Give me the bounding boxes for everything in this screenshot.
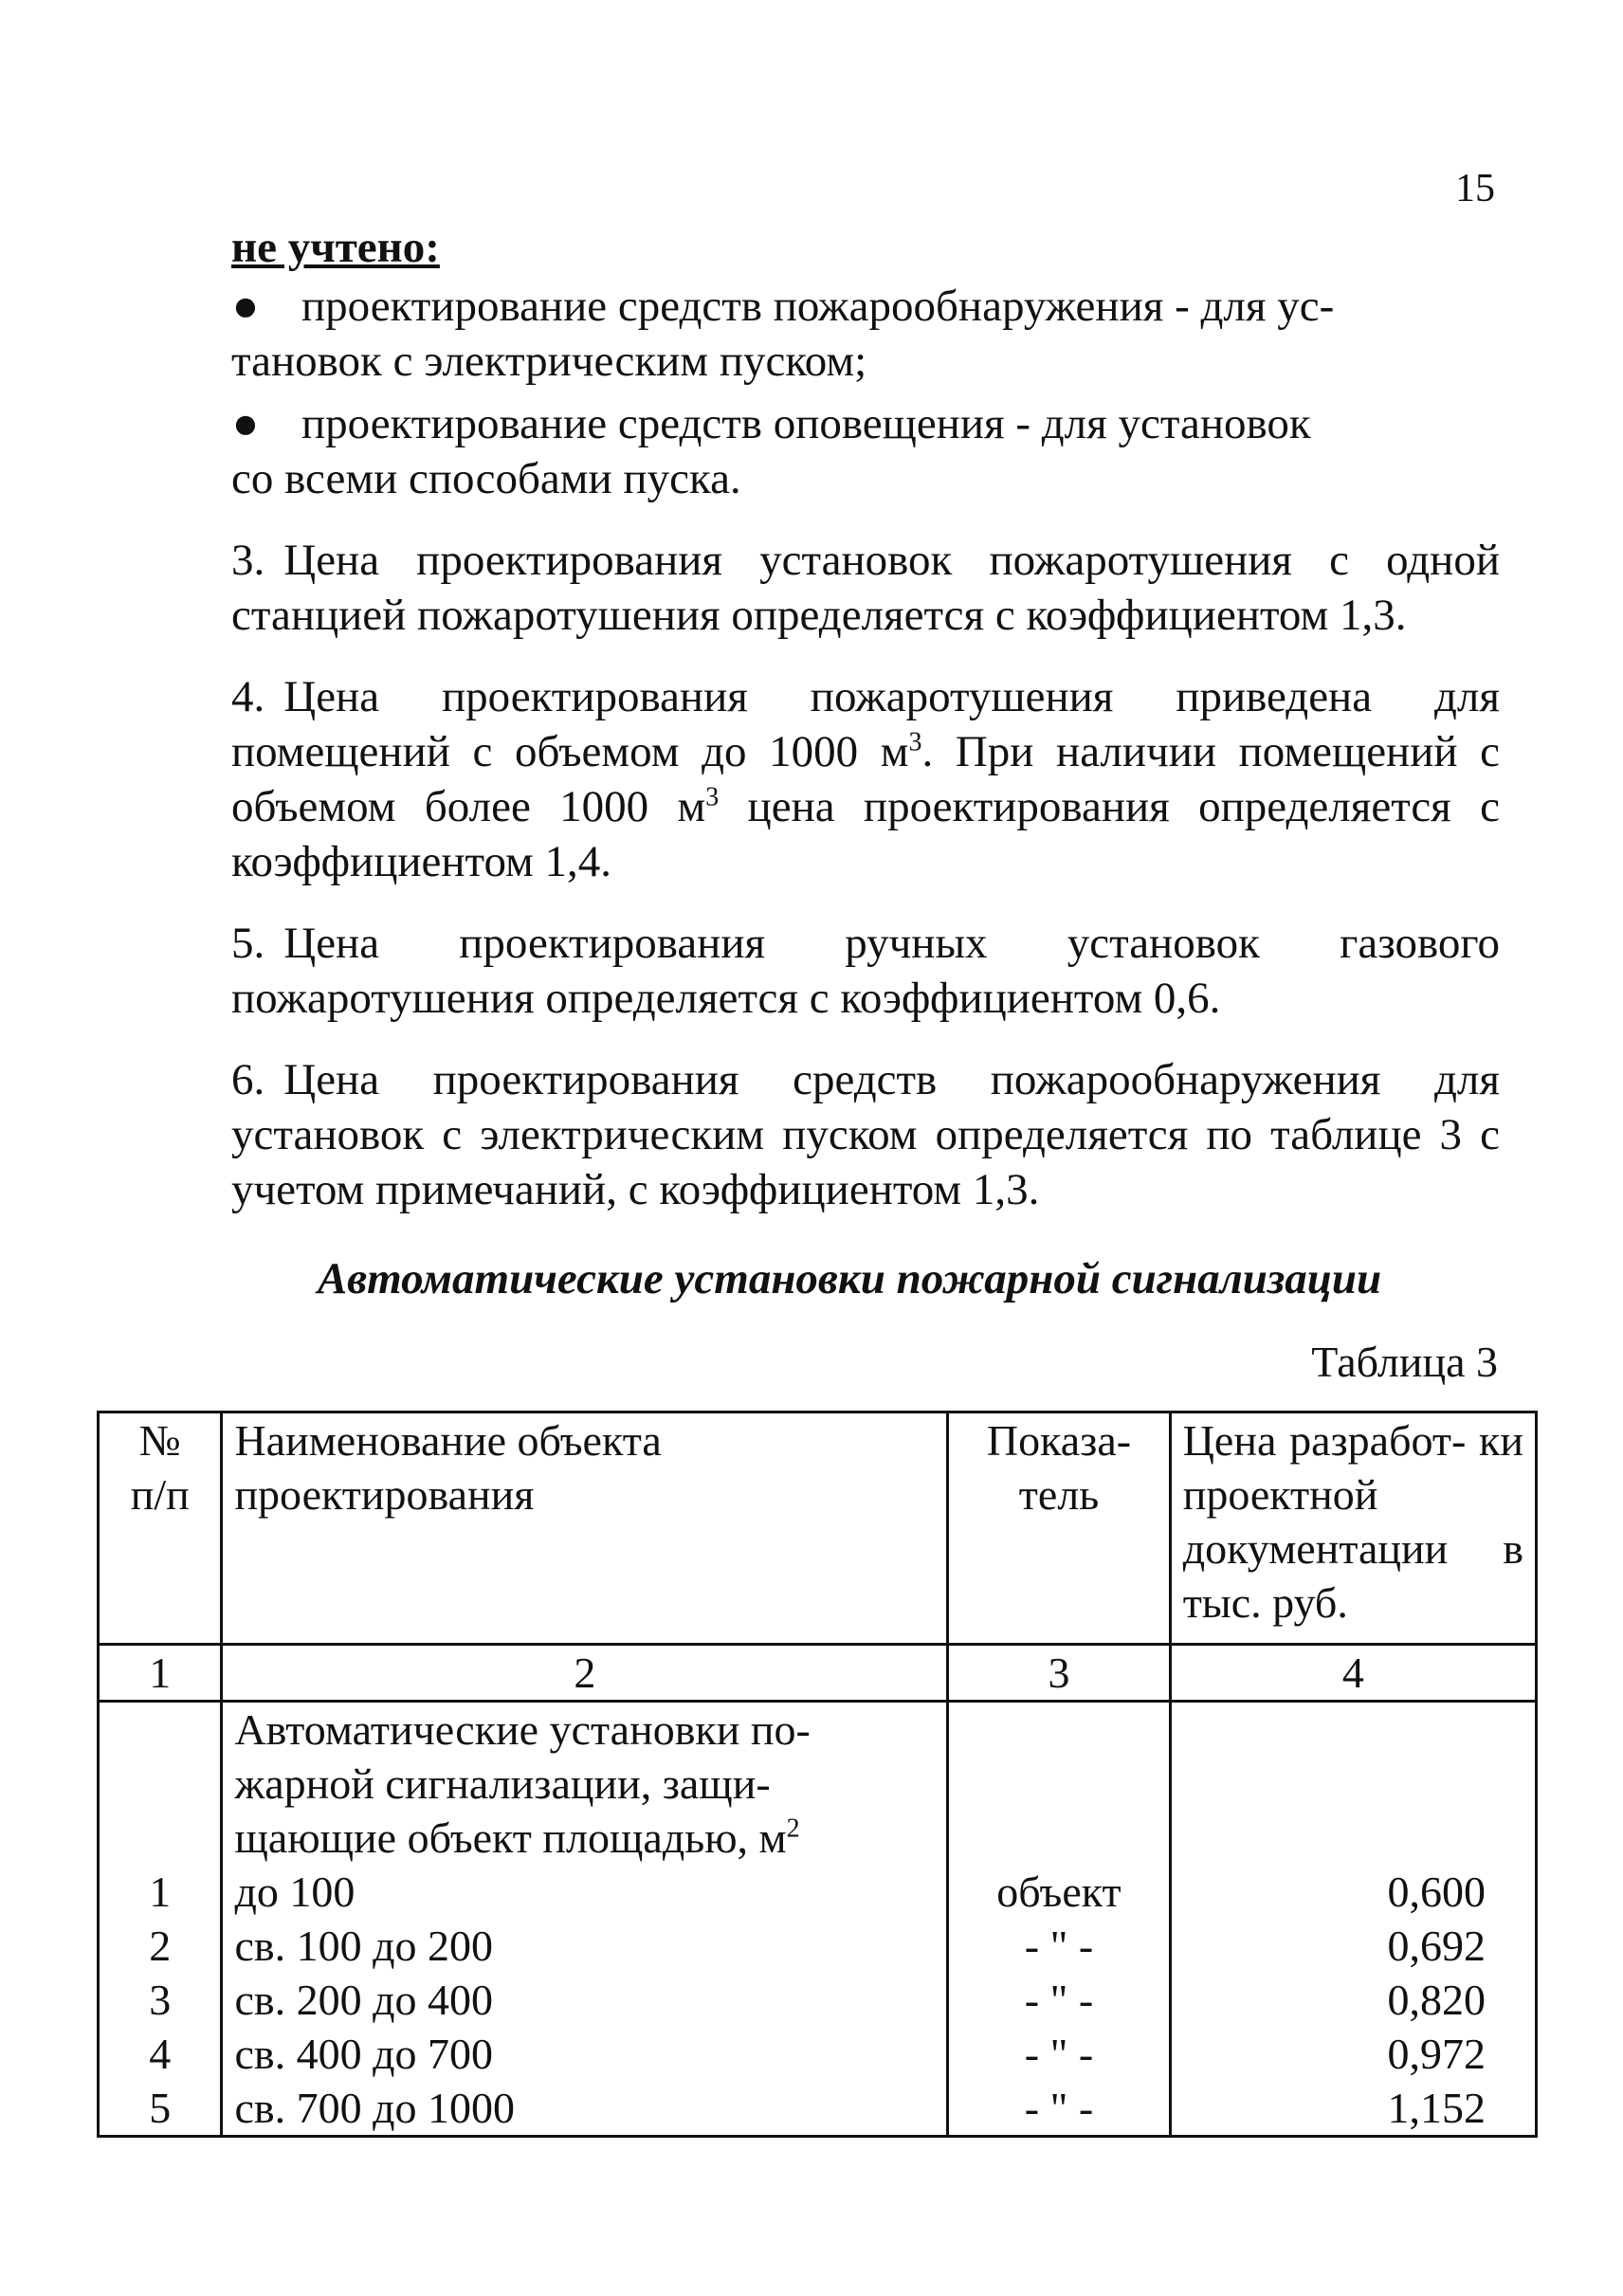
group-title-line — [234, 1811, 935, 1865]
header-line: п/п — [130, 1470, 190, 1519]
price-column — [1170, 1702, 1536, 2137]
item-text: Цена проектирования средств пожарообнаружения для установок с электрическим пуском определяется по таблице 3 с учетом примечаний, с коэффициентом 1,3. — [231, 1055, 1500, 1214]
table-row: - " - — [1024, 2030, 1094, 2078]
table-header-row — [99, 1412, 1537, 1645]
price-table — [97, 1411, 1538, 2138]
note-list — [231, 279, 1500, 506]
item-number: 5. — [231, 919, 265, 968]
index-cell: 1 — [99, 1645, 222, 1702]
table-row: 0,972 — [1387, 2030, 1486, 2078]
item-text: Цена проектирования ручных установок газового пожаротушения определяется с коэффициентом 0,6. — [231, 919, 1500, 1023]
bullet-text-rest: тановок с электрическим пуском; — [231, 337, 867, 386]
table-row: 3 — [149, 1976, 172, 2024]
note-item-4 — [231, 669, 1500, 889]
table-row: св. 200 до 400 — [234, 1976, 493, 2024]
name-column — [222, 1702, 948, 2137]
table-row: - " - — [1024, 2084, 1094, 2132]
table-row: - " - — [1024, 1922, 1094, 1970]
note-item-3 — [231, 533, 1500, 643]
superscript: 3 — [705, 782, 720, 812]
superscript: 2 — [786, 1813, 800, 1844]
unit-column — [948, 1702, 1170, 2137]
group-title-line: Автоматические установки по- — [234, 1705, 811, 1754]
table-row: св. 700 до 1000 — [234, 2084, 515, 2132]
table-row: объект — [996, 1868, 1122, 1916]
index-cell: 4 — [1170, 1645, 1536, 1702]
numbered-notes — [231, 533, 1500, 1217]
list-item — [231, 396, 1500, 506]
number-column — [99, 1702, 222, 2137]
item-number: 4. — [231, 672, 265, 721]
index-cell: 2 — [222, 1645, 948, 1702]
item-number: 6. — [231, 1055, 265, 1104]
list-item — [231, 279, 1500, 389]
bullet-text-first: проектирование средств оповещения - для установок — [301, 399, 1311, 448]
header-cell-price: Цена разработ- ки проектной документации в тыс. руб. — [1170, 1412, 1536, 1645]
table-row: 1 — [149, 1868, 172, 1916]
bullet-text-first: проектирование средств пожарообнаружения - для ус- — [301, 282, 1335, 331]
group-title-text: щающие объект площадью, м — [234, 1813, 787, 1862]
table-row: св. 400 до 700 — [234, 2030, 493, 2078]
table-label: Таблица 3 — [1311, 1338, 1498, 1386]
table-row: до 100 — [234, 1868, 356, 1916]
note-item-5 — [231, 916, 1500, 1026]
table-row: 5 — [149, 2084, 172, 2132]
note-title: не учтено: — [231, 223, 440, 272]
header-line: проектирования — [234, 1470, 535, 1519]
body-text — [231, 220, 1500, 1217]
item-text: цена проектирования определяется с коэффициентом 1,4. — [231, 782, 1500, 886]
group-title-line: жарной сигнализации, защи- — [234, 1759, 771, 1808]
superscript: 3 — [908, 727, 922, 757]
table-row: 0,692 — [1387, 1922, 1486, 1970]
note-item-6 — [231, 1052, 1500, 1217]
table-row: 0,600 — [1387, 1868, 1486, 1916]
table-row: 4 — [149, 2030, 172, 2078]
section-title: Автоматические установки пожарной сигнализации — [317, 1254, 1382, 1303]
table-row: 2 — [149, 1922, 172, 1970]
item-number: 3. — [231, 536, 265, 585]
header-line: тель — [1018, 1470, 1100, 1519]
table-row: 1,152 — [1387, 2084, 1486, 2132]
item-text: Цена проектирования пожаротушения приведена для помещений с объемом до 1000 м — [231, 672, 1500, 776]
table-row: - " - — [1024, 1976, 1094, 2024]
index-cell: 3 — [948, 1645, 1170, 1702]
header-cell-name — [222, 1412, 948, 1645]
header-line: Показа- — [986, 1416, 1132, 1465]
item-text: . При наличии помещений с объемом более 1000 м — [231, 727, 1500, 831]
table-index-row — [99, 1645, 1537, 1702]
header-cell-number — [99, 1412, 222, 1645]
header-line: Наименование объекта — [234, 1416, 662, 1465]
header-line: № — [138, 1416, 181, 1465]
bullet-icon: ● — [231, 282, 260, 331]
table-row: св. 100 до 200 — [234, 1922, 493, 1970]
header-cell-unit — [948, 1412, 1170, 1645]
table-body — [99, 1702, 1537, 2137]
table-row: 0,820 — [1387, 1976, 1486, 2024]
item-text: Цена проектирования установок пожаротушения с одной станцией пожаротушения определяется с коэффициентом 1,3. — [231, 536, 1500, 640]
bullet-text-rest: со всеми способами пуска. — [231, 454, 741, 503]
bullet-icon: ● — [231, 399, 260, 448]
page-number: 15 — [1455, 167, 1495, 210]
